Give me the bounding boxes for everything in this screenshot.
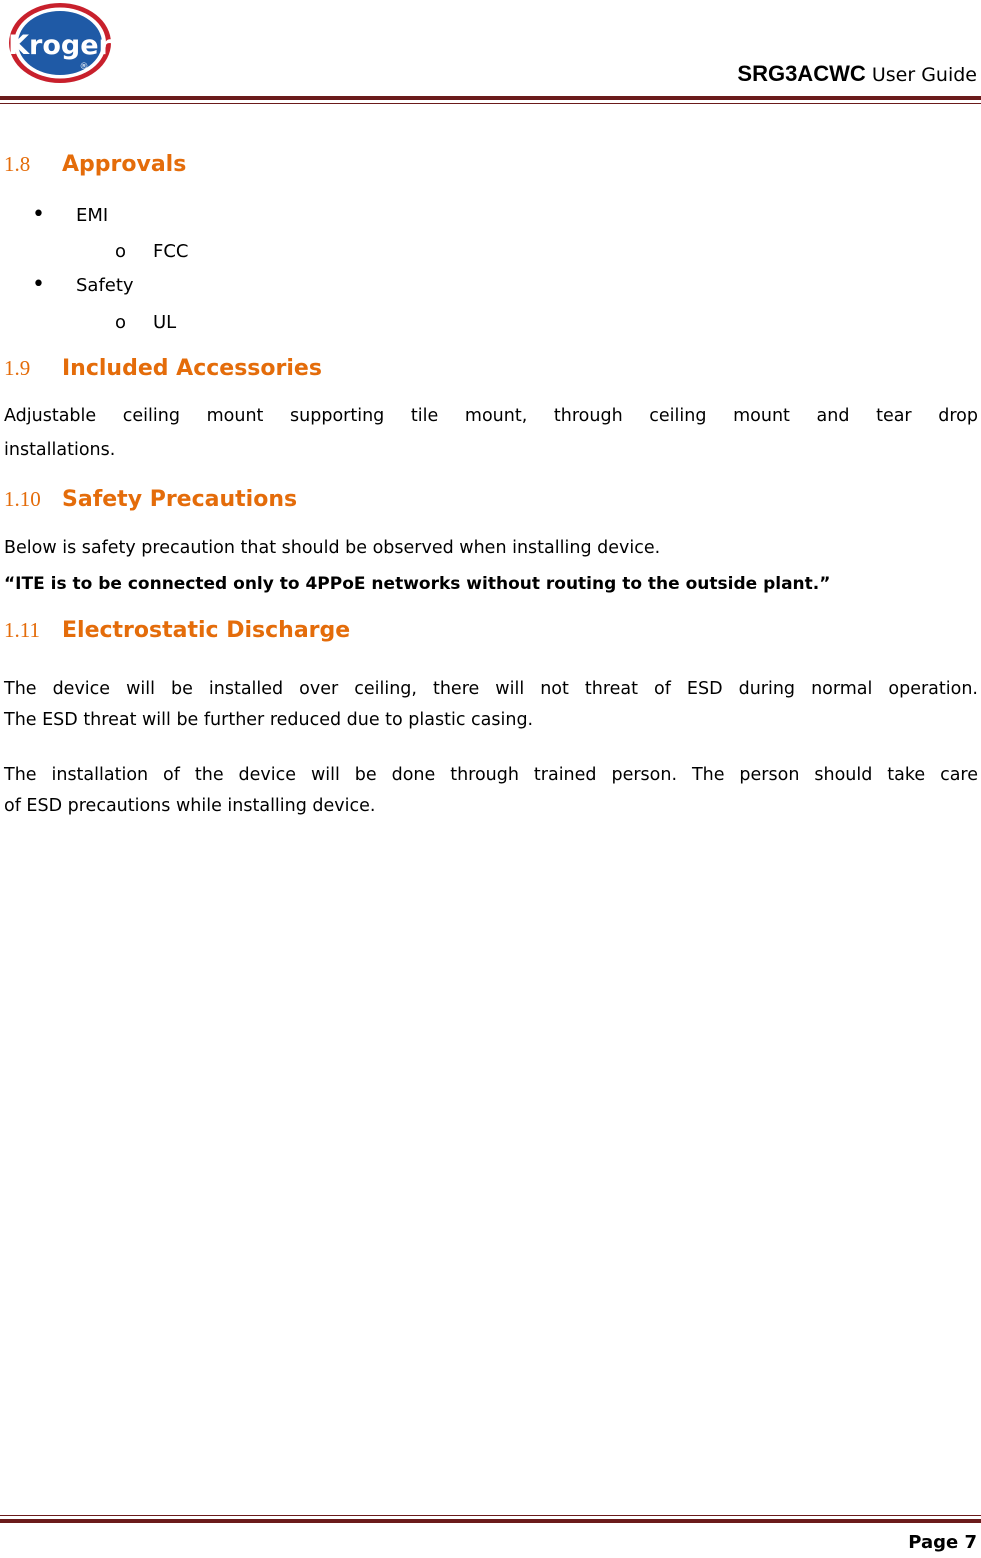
circle-bullet-icon: o <box>115 241 127 262</box>
sub-item-ul <box>115 312 176 333</box>
heading-number: 1.11 <box>4 618 40 642</box>
list-item-safety <box>32 272 134 297</box>
accessories-line-1: Adjustable ceiling mount supporting tile mount, through ceiling mount and tear drop <box>4 406 978 426</box>
sub-item-label: UL <box>153 312 177 333</box>
heading-included-accessories <box>4 356 322 381</box>
heading-title: Approvals <box>62 152 187 177</box>
document-header-title <box>737 60 977 89</box>
model-number: SRG3ACWC <box>737 61 866 86</box>
esd-paragraph-2-line-1: The installation of the device will be done through trained person. The person should take care <box>4 765 978 785</box>
circle-bullet-icon: o <box>115 312 127 333</box>
header-rule-thin <box>0 103 981 104</box>
kroger-logo <box>8 2 112 84</box>
bullet-icon: • <box>32 202 45 227</box>
heading-title: Safety Precautions <box>62 487 298 512</box>
heading-electrostatic-discharge <box>4 618 350 643</box>
heading-number: 1.9 <box>4 356 31 380</box>
list-item-label: Safety <box>76 275 134 296</box>
esd-paragraph-1-line-2: The ESD threat will be further reduced due to plastic casing. <box>4 710 534 730</box>
footer-rule-thin <box>0 1515 981 1516</box>
logo-registered-mark: ® <box>79 62 89 72</box>
page-number: Page 7 <box>908 1532 977 1553</box>
heading-number: 1.8 <box>4 152 31 176</box>
footer-rule-thick <box>0 1519 981 1523</box>
heading-approvals <box>4 152 186 177</box>
esd-paragraph-1-line-1: The device will be installed over ceiling, there will not threat of ESD during normal operation. <box>4 679 978 699</box>
list-item-label: EMI <box>76 205 109 226</box>
safety-quote: “ITE is to be connected only to 4PPoE networks without routing to the outside plant.” <box>4 574 831 594</box>
heading-number: 1.10 <box>4 487 41 511</box>
heading-safety-precautions <box>4 487 297 512</box>
safety-intro: Below is safety precaution that should be observed when installing device. <box>4 538 661 558</box>
logo-wordmark: Kroger <box>8 30 112 61</box>
sub-item-label: FCC <box>153 241 189 262</box>
heading-title: Included Accessories <box>62 356 322 381</box>
list-item-emi <box>32 202 108 227</box>
sub-item-fcc <box>115 241 189 262</box>
bullet-icon: • <box>32 272 45 297</box>
heading-title: Electrostatic Discharge <box>62 618 351 643</box>
esd-paragraph-2-line-2: of ESD precautions while installing device. <box>4 796 376 816</box>
accessories-line-2: installations. <box>4 440 116 460</box>
header-rule-thick <box>0 96 981 100</box>
document-type: User Guide <box>871 64 977 86</box>
